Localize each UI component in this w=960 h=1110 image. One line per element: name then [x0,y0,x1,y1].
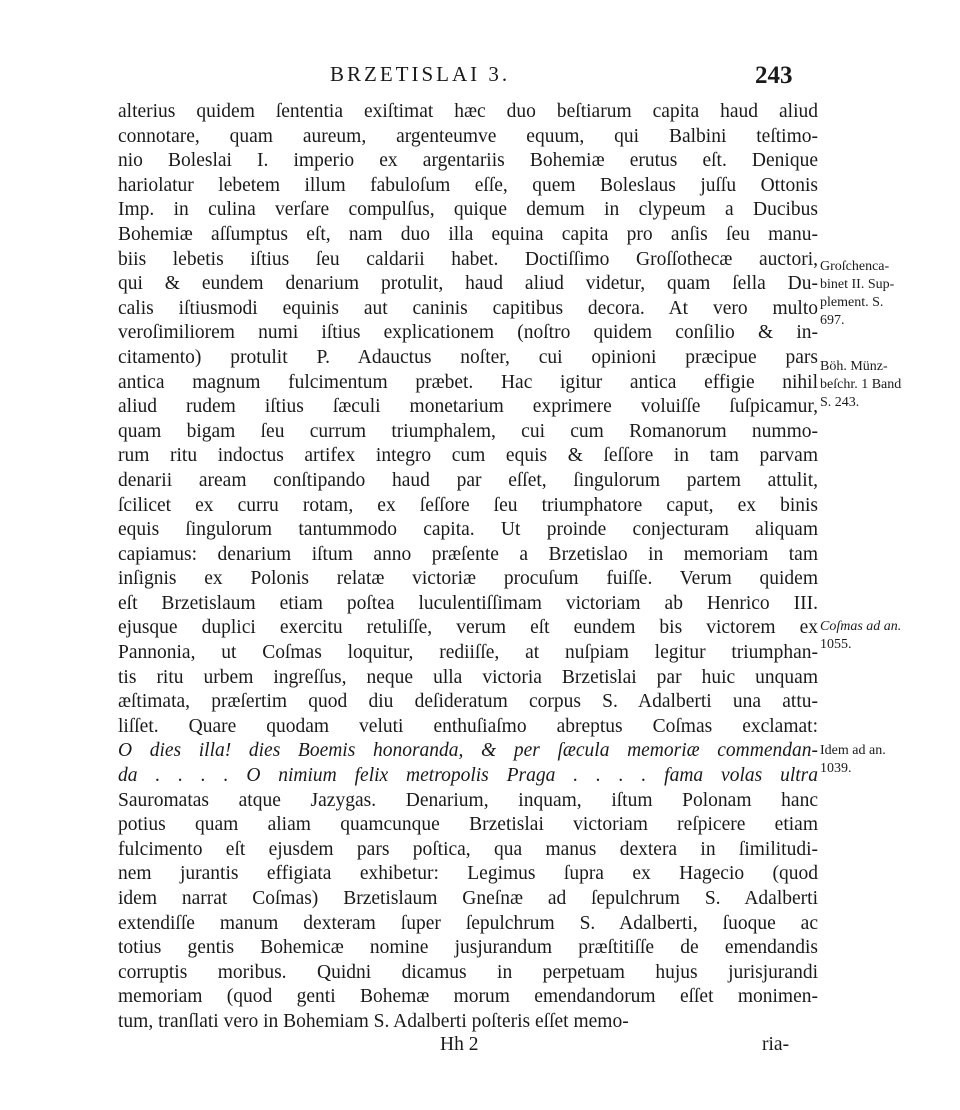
catchword: ria- [762,1034,790,1055]
body-line: nio Boleslai I. imperio ex argentariis Bohemiæ erutus eſt. Denique [118,150,818,172]
margin-note-line: S. 243. [820,395,860,410]
body-line: liſſet. Quare quodam veluti enthuſiaſmo abreptus Coſmas exclamat: [118,715,818,737]
body-line: equis ſingulorum tantummodo capita. Ut proinde conjecturam aliquam [118,519,818,541]
body-line: aliud rudem iſtius ſæculi monetarium exprimere voluiſſe ſuſpicamur, [118,396,818,418]
body-line: Pannonia, ut Coſmas loquitur, rediiſſe, at nuſpiam legitur triumphan- [118,642,818,664]
body-line: potius quam aliam quamcunque Brzetislai victoriam reſpicere etiam [118,814,818,836]
body-line: O dies illa! dies Boemis honoranda, & per ſæcula memoriæ commendan- [118,740,818,762]
body-line: æſtimata, præſertim quod diu deſideratum corpus S. Adalberti una attu- [118,691,818,713]
body-line: inſignis ex Polonis relatæ victoriæ procuſum fuiſſe. Verum quidem [118,568,818,590]
body-line: capiamus: denarium iſtum anno præſente a Brzetislao in memoriam tam [118,543,818,565]
body-line: alterius quidem ſententia exiſtimat hæc duo beſtiarum capita haud aliud [118,101,818,122]
running-title: BRZETISLAI 3. [330,62,511,86]
margin-note-boehmische-muenzbeschreibung [820,358,935,412]
margin-note-line: Coſmas ad an. [820,619,902,634]
page-header [0,62,960,92]
body-line: eſt Brzetislaum etiam poſtea luculentiſſimam victoriam ab Henrico III. [118,592,818,614]
margin-note-line: 697. [820,313,845,328]
body-line: veroſimiliorem numi iſtius explicationem (noſtro quidem conſilio & in- [118,322,818,344]
body-line: citamento) protulit P. Adauctus noſter, cui opinioni præcipue pars [118,346,818,368]
body-line: Sauromatas atque Jazygas. Denarium, inquam, iſtum Polonam hanc [118,789,818,811]
body-line: antica magnum fulcimentum præbet. Hac igitur antica effigie nihil [118,371,818,393]
body-line: connotare, quam aureum, argenteumve equum, qui Balbini teſtimo- [118,125,818,147]
margin-note-line: Böh. Münz- [820,359,888,374]
margin-note-groschencabinet [820,258,935,330]
body-line: Imp. in culina verſare compulſus, quique demum in clypeum a Ducibus [118,199,818,221]
body-line: nem jurantis effigiata exhibetur: Legimus ſupra ex Hagecio (quod [118,863,818,885]
margin-note-line: Idem ad an. [820,743,886,758]
page-footer [0,1034,960,1060]
body-line: tis ritu urbem ingreſſus, neque ulla victoria Brzetislai par huic unquam [118,666,818,688]
body-line: memoriam (quod genti Bohemæ morum emendandorum eſſet monimen- [118,986,818,1008]
body-line: qui & eundem denarium protulit, haud aliud videtur, quam ſella Du- [118,273,818,295]
body-text [118,100,818,1035]
margin-note-idem-1039 [820,742,935,778]
body-line: tum, tranſlati vero in Bohemiam S. Adalberti poſteris eſſet memo- [118,1010,629,1032]
body-line: totius gentis Bohemicæ nomine jusjurandum præſtitiſſe de emendandis [118,937,818,959]
body-line: extendiſſe manum dexteram ſuper ſepulchrum S. Adalberti, ſuoque ac [118,912,818,934]
body-line: ejusque duplici exercitu retuliſſe, verum eſt eundem bis victorem ex [118,617,818,639]
body-line: denarii aream conſtipando haud par eſſet, ſingulorum partem attulit, [118,469,818,491]
body-line: idem narrat Coſmas) Brzetislaum Gneſnæ ad ſepulchrum S. Adalberti [118,888,818,909]
body-line: quam bigam ſeu currum triumphalem, cui cum Romanorum nummo- [118,420,818,442]
margin-note-line: 1039. [820,761,852,776]
margin-note-line: plement. S. [820,295,884,310]
page-number: 243 [755,62,793,89]
margin-note-line: beſchr. 1 Band [820,377,902,392]
body-line: ſcilicet ex curru rotam, ex ſeſſore ſeu triumphatore caput, ex binis [118,494,818,516]
margin-note-line: Groſchenca- [820,259,890,274]
margin-note-cosmas-1055 [820,618,935,654]
body-line: Bohemiæ aſſumptus eſt, nam duo illa equina capita pro anſis ſeu manu- [118,223,818,245]
body-line: fulcimento eſt ejusdem pars poſtica, qua manus dextera in ſimilitudi- [118,838,818,860]
body-line: calis iſtiusmodi equinis aut caninis capitibus decora. At vero multo [118,297,818,319]
signature-mark: Hh 2 [440,1034,479,1055]
margin-note-line: binet II. Sup- [820,277,895,292]
body-line: corruptis moribus. Quidni dicamus in perpetuam hujus jurisjurandi [118,961,818,983]
body-line: rum ritu indoctus artifex integro cum equis & ſeſſore in tam parvam [118,445,818,467]
body-line: biis lebetis iſtius ſeu caldarii habet. Doctiſſimo Groſſothecæ auctori, [118,248,818,270]
body-line: hariolatur lebetem illum fabuloſum eſſe, quem Boleslaus juſſu Ottonis [118,174,818,196]
body-line: da . . . . O nimium felix metropolis Praga . . . . fama volas ultra [118,765,818,787]
margin-note-line: 1055. [820,637,852,652]
